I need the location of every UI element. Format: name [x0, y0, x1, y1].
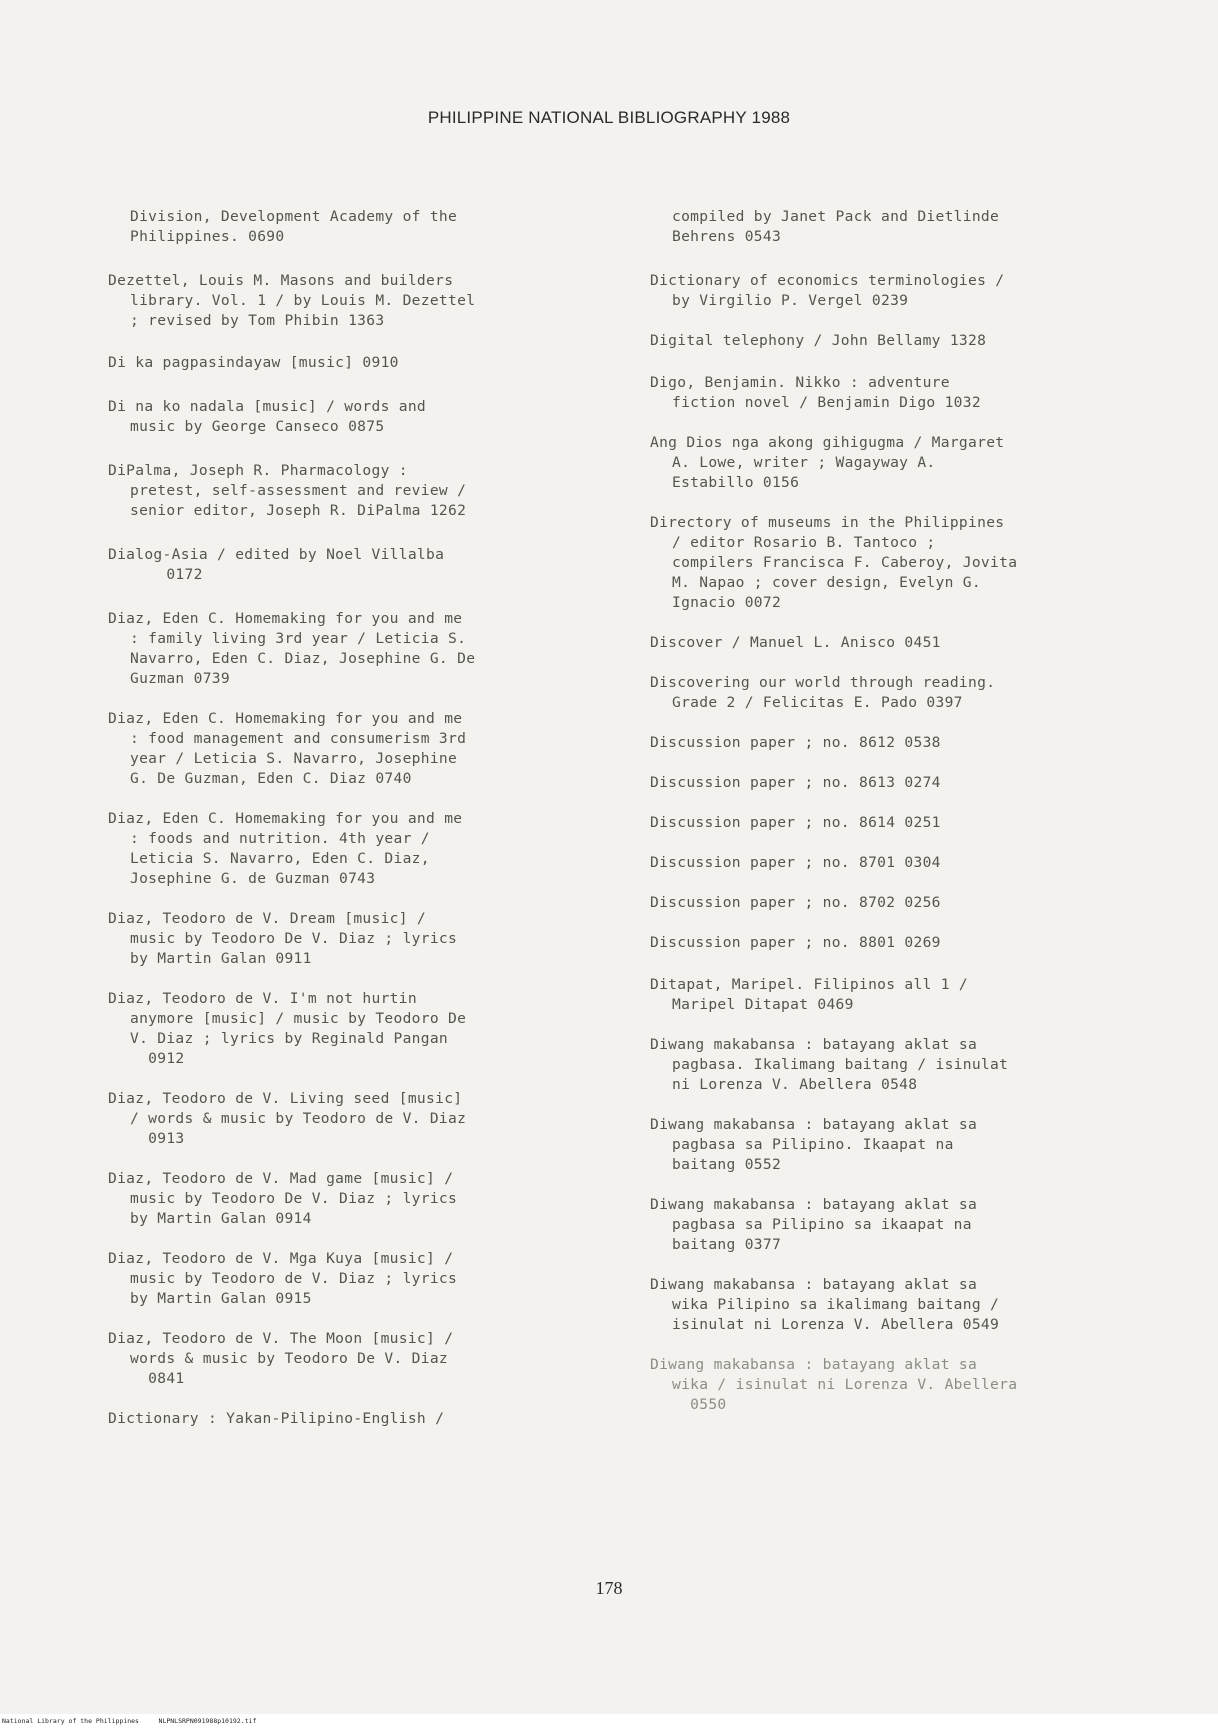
entry-continuation-line: 0550 — [672, 1396, 727, 1413]
bibliography-entry — [650, 673, 1150, 713]
entry-continuation-line: / editor Rosario B. Tantoco ; — [672, 534, 936, 551]
entry-continuation-line: wika / isinulat ni Lorenza V. Abellera — [672, 1376, 1018, 1393]
entry-heading-line: Discussion paper ; no. 8801 0269 — [650, 934, 941, 951]
entry-continuation-line: library. Vol. 1 / by Louis M. Dezettel — [130, 292, 476, 309]
entry-heading-line: Diaz, Teodoro de V. I'm not hurtin — [108, 990, 417, 1007]
bibliography-entry — [108, 1249, 608, 1309]
bibliography-entry — [650, 207, 1150, 247]
entry-heading-line: Ang Dios nga akong gihigugma / Margaret — [650, 434, 1005, 451]
entry-heading-line: Dezettel, Louis M. Masons and builders — [108, 272, 454, 289]
entry-continuation-line: Philippines. 0690 — [130, 228, 285, 245]
entry-heading-line: Diaz, Eden C. Homemaking for you and me — [108, 710, 463, 727]
bibliography-entry — [650, 1195, 1150, 1255]
entry-heading-line: Ditapat, Maripel. Filipinos all 1 / — [650, 976, 969, 993]
entry-heading-line: Diaz, Eden C. Homemaking for you and me — [108, 810, 463, 827]
entry-continuation-line: music by George Canseco 0875 — [130, 418, 385, 435]
entry-heading-line: Discover / Manuel L. Anisco 0451 — [650, 634, 941, 651]
bibliography-entry — [108, 271, 608, 331]
entry-heading-line: Dialog-Asia / edited by Noel Villalba — [108, 546, 445, 563]
entry-continuation-line: ni Lorenza V. Abellera 0548 — [672, 1076, 918, 1093]
entry-continuation-line: : family living 3rd year / Leticia S. — [130, 630, 467, 647]
entry-heading-line: DiPalma, Joseph R. Pharmacology : — [108, 462, 408, 479]
bibliography-entry — [108, 545, 608, 585]
entry-continuation-line: Maripel Ditapat 0469 — [672, 996, 854, 1013]
bibliography-entry — [650, 271, 1150, 311]
entry-continuation-line: Grade 2 / Felicitas E. Pado 0397 — [672, 694, 963, 711]
entry-heading-line: Diwang makabansa : batayang aklat sa — [650, 1196, 978, 1213]
entry-continuation-line: 0172 — [130, 566, 203, 583]
left-column — [108, 207, 608, 1449]
entry-heading-line: Digital telephony / John Bellamy 1328 — [650, 332, 987, 349]
entry-heading-line: Discussion paper ; no. 8614 0251 — [650, 814, 941, 831]
entry-continuation-line: 0841 — [130, 1370, 185, 1387]
entry-heading-line: Dictionary of economics terminologies / — [650, 272, 1005, 289]
bibliography-entry — [108, 609, 608, 689]
page-number: 178 — [595, 1578, 623, 1598]
entry-continuation-line: by Martin Galan 0914 — [130, 1210, 312, 1227]
bibliography-entry — [650, 733, 1150, 753]
entry-continuation-line: wika Pilipino sa ikalimang baitang / — [672, 1296, 1000, 1313]
bibliography-entry — [108, 461, 608, 521]
entry-continuation-line: year / Leticia S. Navarro, Josephine — [130, 750, 458, 767]
entry-heading-line: Diaz, Teodoro de V. The Moon [music] / — [108, 1330, 454, 1347]
bibliography-entry — [108, 809, 608, 889]
bibliography-entry — [108, 1329, 608, 1389]
entry-continuation-line: music by Teodoro De V. Diaz ; lyrics — [130, 930, 458, 947]
entry-continuation-line: compilers Francisca F. Caberoy, Jovita — [672, 554, 1018, 571]
entry-continuation-line: music by Teodoro De V. Diaz ; lyrics — [130, 1190, 458, 1207]
entry-continuation-line: compiled by Janet Pack and Dietlinde — [672, 208, 1000, 225]
entry-continuation-line: Ignacio 0072 — [672, 594, 782, 611]
entry-continuation-line: Josephine G. de Guzman 0743 — [130, 870, 376, 887]
bibliography-entry — [650, 1355, 1150, 1415]
entry-heading-line: Diwang makabansa : batayang aklat sa — [650, 1276, 978, 1293]
entry-continuation-line: senior editor, Joseph R. DiPalma 1262 — [130, 502, 467, 519]
entry-continuation-line: by Martin Galan 0911 — [130, 950, 312, 967]
entry-continuation-line: Leticia S. Navarro, Eden C. Diaz, — [130, 850, 430, 867]
entry-continuation-line: pagbasa. Ikalimang baitang / isinulat — [672, 1056, 1009, 1073]
bibliography-entry — [650, 853, 1150, 873]
entry-heading-line: Dictionary : Yakan-Pilipino-English / — [108, 1410, 445, 1427]
bibliography-entry — [650, 813, 1150, 833]
entry-continuation-line: : foods and nutrition. 4th year / — [130, 830, 430, 847]
entry-continuation-line: M. Napao ; cover design, Evelyn G. — [672, 574, 981, 591]
entry-heading-line: Diaz, Teodoro de V. Dream [music] / — [108, 910, 427, 927]
entry-heading-line: Discussion paper ; no. 8612 0538 — [650, 734, 941, 751]
entry-heading-line: Discovering our world through reading. — [650, 674, 996, 691]
entry-continuation-line: V. Diaz ; lyrics by Reginald Pangan — [130, 1030, 449, 1047]
entry-heading-line: Diaz, Eden C. Homemaking for you and me — [108, 610, 463, 627]
entry-continuation-line: Navarro, Eden C. Diaz, Josephine G. De — [130, 650, 476, 667]
bibliography-entry — [650, 1275, 1150, 1335]
entry-continuation-line: Estabillo 0156 — [672, 474, 800, 491]
bibliography-entry — [650, 933, 1150, 953]
bibliography-entry — [108, 989, 608, 1069]
entry-heading-line: Di na ko nadala [music] / words and — [108, 398, 427, 415]
entry-heading-line: Diaz, Teodoro de V. Mga Kuya [music] / — [108, 1250, 454, 1267]
entry-heading-line: Diwang makabansa : batayang aklat sa — [650, 1116, 978, 1133]
entry-continuation-line: / words & music by Teodoro de V. Diaz — [130, 1110, 467, 1127]
bibliography-entry — [650, 433, 1150, 493]
entry-heading-line: Discussion paper ; no. 8701 0304 — [650, 854, 941, 871]
bibliography-entry — [650, 975, 1150, 1015]
right-column — [650, 207, 1150, 1435]
page-title: PHILIPPINE NATIONAL BIBLIOGRAPHY 1988 — [427, 108, 791, 127]
entry-continuation-line: by Virgilio P. Vergel 0239 — [672, 292, 909, 309]
bibliography-entry — [650, 773, 1150, 793]
entry-continuation-line: : food management and consumerism 3rd — [130, 730, 467, 747]
entry-heading-line: Directory of museums in the Philippines — [650, 514, 1005, 531]
entry-continuation-line: A. Lowe, writer ; Wagayway A. — [672, 454, 936, 471]
entry-heading-line: Diwang makabansa : batayang aklat sa — [650, 1356, 978, 1373]
bibliography-entry — [108, 909, 608, 969]
bibliography-entry — [108, 397, 608, 437]
bibliography-entry — [108, 1409, 608, 1429]
entry-continuation-line: fiction novel / Benjamin Digo 1032 — [672, 394, 981, 411]
entry-continuation-line: Division, Development Academy of the — [130, 208, 458, 225]
entry-continuation-line: pagbasa sa Pilipino sa ikaapat na — [672, 1216, 972, 1233]
entry-continuation-line: 0912 — [130, 1050, 185, 1067]
entry-heading-line: Digo, Benjamin. Nikko : adventure — [650, 374, 950, 391]
bibliography-entry — [108, 353, 608, 373]
scan-caption: National Library of the Philippines NLPNLSRPN091988p10192.tif — [0, 1714, 1218, 1728]
bibliography-entry — [650, 373, 1150, 413]
entry-continuation-line: music by Teodoro de V. Diaz ; lyrics — [130, 1270, 458, 1287]
bibliography-entry — [108, 1089, 608, 1149]
entry-heading-line: Diaz, Teodoro de V. Living seed [music] — [108, 1090, 463, 1107]
entry-continuation-line: G. De Guzman, Eden C. Diaz 0740 — [130, 770, 412, 787]
bibliography-entry — [650, 1035, 1150, 1095]
bibliography-entry — [108, 1169, 608, 1229]
entry-continuation-line: Behrens 0543 — [672, 228, 782, 245]
entry-continuation-line: ; revised by Tom Phibin 1363 — [130, 312, 385, 329]
entry-continuation-line: anymore [music] / music by Teodoro De — [130, 1010, 467, 1027]
bibliography-entry — [108, 709, 608, 789]
entry-heading-line: Di ka pagpasindayaw [music] 0910 — [108, 354, 399, 371]
entry-continuation-line: 0913 — [130, 1130, 185, 1147]
entry-continuation-line: Guzman 0739 — [130, 670, 230, 687]
entry-heading-line: Discussion paper ; no. 8702 0256 — [650, 894, 941, 911]
bibliography-entry — [650, 633, 1150, 653]
entry-continuation-line: by Martin Galan 0915 — [130, 1290, 312, 1307]
entry-continuation-line: pretest, self-assessment and review / — [130, 482, 467, 499]
entry-continuation-line: pagbasa sa Pilipino. Ikaapat na — [672, 1136, 954, 1153]
entry-continuation-line: baitang 0552 — [672, 1156, 782, 1173]
bibliography-entry — [108, 207, 608, 247]
entry-continuation-line: words & music by Teodoro De V. Diaz — [130, 1350, 449, 1367]
entry-heading-line: Diwang makabansa : batayang aklat sa — [650, 1036, 978, 1053]
bibliography-entry — [650, 893, 1150, 913]
entry-heading-line: Diaz, Teodoro de V. Mad game [music] / — [108, 1170, 454, 1187]
entry-heading-line: Discussion paper ; no. 8613 0274 — [650, 774, 941, 791]
entry-continuation-line: baitang 0377 — [672, 1236, 782, 1253]
bibliography-entry — [650, 513, 1150, 613]
bibliography-entry — [650, 1115, 1150, 1175]
entry-continuation-line: isinulat ni Lorenza V. Abellera 0549 — [672, 1316, 1000, 1333]
bibliography-entry — [650, 331, 1150, 351]
